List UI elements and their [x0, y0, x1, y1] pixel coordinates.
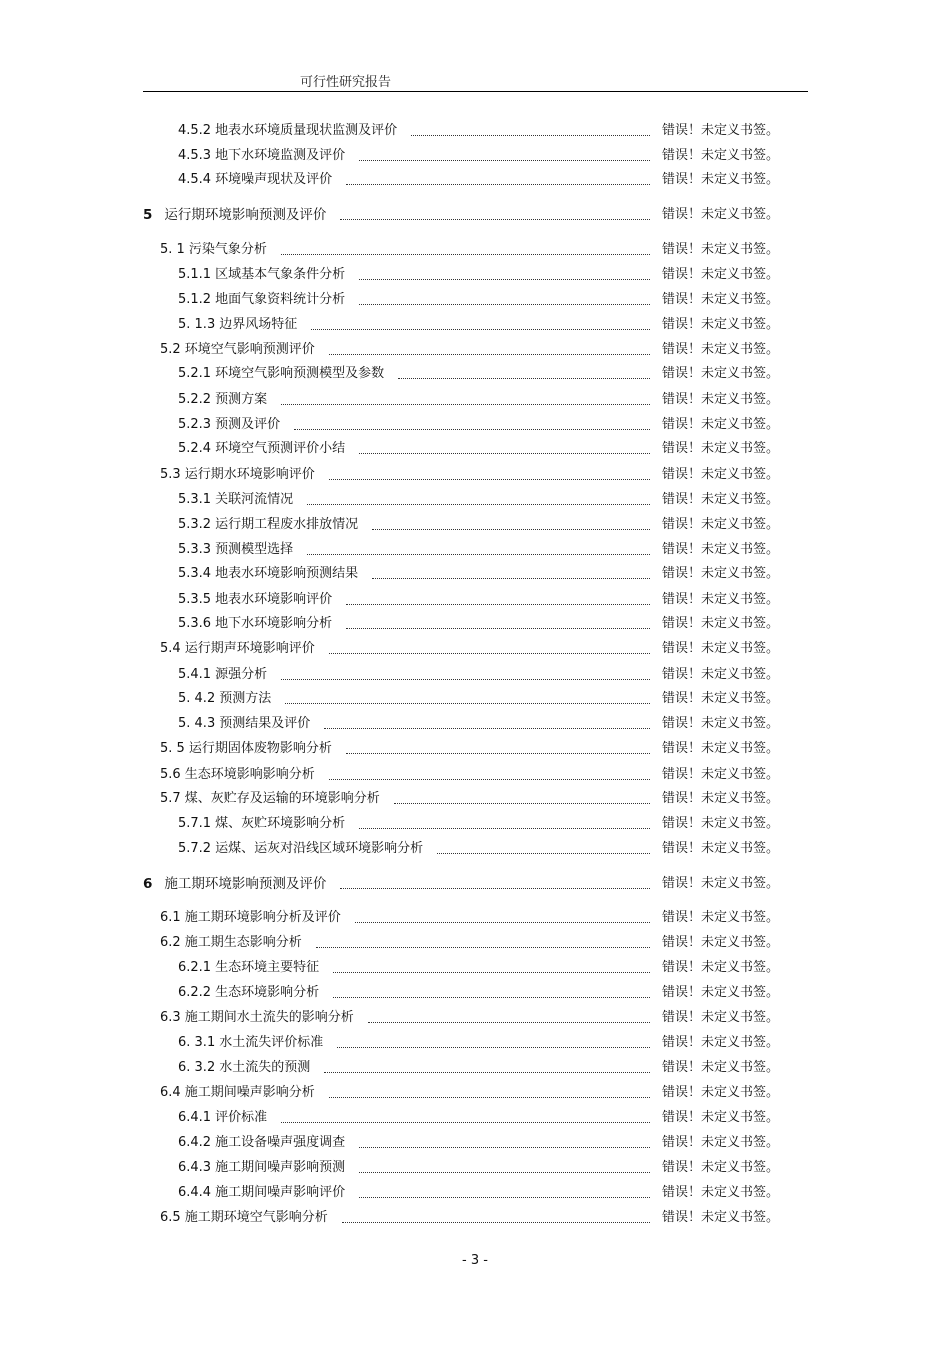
toc-entry-title: 评价标准 — [215, 1110, 268, 1125]
toc-entry[interactable] — [178, 390, 267, 410]
toc-entry-number: 5.3.1 — [178, 492, 212, 507]
toc-entry-title: 预测方法 — [219, 691, 272, 706]
toc-entry-title: 运行期固体废物影响分析 — [188, 741, 332, 756]
toc-entry[interactable] — [178, 1033, 323, 1053]
toc-entry-number: 5.2.2 — [178, 392, 212, 407]
toc-page-reference: 错误！未定义书签。 — [662, 1110, 780, 1125]
toc-entry-title: 源强分析 — [215, 667, 268, 682]
toc-page-reference: 错误！未定义书签。 — [662, 691, 780, 706]
toc-entry-title: 预测及评价 — [215, 417, 281, 432]
toc-entry-title: 生态环境影响分析 — [215, 985, 320, 1000]
toc-page-reference: 错误！未定义书签。 — [662, 172, 780, 187]
toc-page-reference: 错误！未定义书签。 — [662, 592, 780, 607]
toc-entry-title: 运煤、运灰对沿线区域环境影响分析 — [215, 841, 424, 856]
toc-page-reference: 错误！未定义书签。 — [662, 1085, 780, 1100]
toc-page-reference: 错误！未定义书签。 — [662, 791, 780, 806]
toc-entry-title: 水土流失的预测 — [219, 1060, 311, 1075]
toc-entry-number: 6.4.3 — [178, 1160, 212, 1175]
toc-dot-leader — [355, 908, 650, 928]
toc-entry-number: 6. 3.1 — [178, 1035, 216, 1050]
toc-page-reference: 错误！未定义书签。 — [662, 492, 780, 507]
toc-dot-leader — [285, 689, 650, 709]
toc-entry-title: 运行期声环境影响评价 — [184, 641, 315, 656]
toc-page-reference: 错误！未定义书签。 — [662, 616, 780, 631]
toc-page-reference: 错误！未定义书签。 — [662, 935, 780, 950]
toc-entry-number: 6.5 — [160, 1210, 181, 1225]
toc-entry-title: 环境空气影响预测评价 — [184, 342, 315, 357]
toc-page-reference: 错误！未定义书签。 — [662, 207, 780, 222]
toc-page-reference: 错误！未定义书签。 — [662, 292, 780, 307]
toc-entry-title: 地表水环境影响预测结果 — [215, 566, 359, 581]
toc-entry-number: 6.2.2 — [178, 985, 212, 1000]
toc-entry[interactable] — [143, 874, 326, 894]
toc-entry[interactable] — [178, 540, 293, 560]
toc-entry-title: 运行期环境影响预测及评价 — [164, 207, 327, 223]
toc-entry-number: 5. 1 — [160, 242, 185, 257]
toc-dot-leader — [411, 121, 650, 141]
toc-entry-number: 5.3.4 — [178, 566, 212, 581]
toc-entry-number: 5 — [143, 207, 153, 223]
toc-entry[interactable] — [178, 614, 332, 634]
toc-page-reference: 错误！未定义书签。 — [662, 767, 780, 782]
toc-entry-number: 6.4.4 — [178, 1185, 212, 1200]
toc-dot-leader — [307, 490, 650, 510]
toc-page-reference: 错误！未定义书签。 — [662, 841, 780, 856]
toc-dot-leader — [359, 265, 650, 285]
toc-entry-number: 5.3 — [160, 467, 181, 482]
toc-entry-title: 运行期水环境影响评价 — [184, 467, 315, 482]
toc-page-reference: 错误！未定义书签。 — [662, 985, 780, 1000]
toc-entry-number: 5.3.5 — [178, 592, 212, 607]
toc-entry-number: 4.5.3 — [178, 148, 212, 163]
toc-entry[interactable] — [178, 515, 358, 535]
toc-entry-title: 预测方案 — [215, 392, 268, 407]
toc-entry[interactable] — [160, 1208, 328, 1228]
toc-page-reference: 错误！未定义书签。 — [662, 441, 780, 456]
toc-entry[interactable] — [178, 689, 271, 709]
toc-entry[interactable] — [160, 240, 267, 260]
toc-entry-number: 5.2 — [160, 342, 181, 357]
toc-dot-leader — [340, 874, 650, 894]
toc-entry-number: 5.7.1 — [178, 816, 212, 831]
toc-dot-leader — [333, 983, 650, 1003]
toc-entry-number: 6 — [143, 876, 153, 892]
toc-dot-leader — [311, 315, 650, 335]
toc-entry[interactable] — [178, 1058, 310, 1078]
toc-entry-title: 生态环境影响影响分析 — [184, 767, 315, 782]
toc-entry-title: 施工期间噪声影响预测 — [215, 1160, 346, 1175]
toc-page-reference: 错误！未定义书签。 — [662, 716, 780, 731]
toc-dot-leader — [281, 390, 650, 410]
toc-entry-number: 5. 4.2 — [178, 691, 216, 706]
toc-entry-title: 地下水环境监测及评价 — [215, 148, 346, 163]
toc-entry-title: 施工期环境影响预测及评价 — [164, 876, 327, 892]
toc-entry-number: 5.7.2 — [178, 841, 212, 856]
toc-page-reference: 错误！未定义书签。 — [662, 342, 780, 357]
toc-entry-title: 环境空气预测评价小结 — [215, 441, 346, 456]
toc-entry[interactable] — [160, 1008, 354, 1028]
toc-entry[interactable] — [178, 1158, 345, 1178]
toc-dot-leader — [316, 933, 650, 953]
toc-entry[interactable] — [160, 739, 332, 759]
toc-entry[interactable] — [178, 415, 280, 435]
toc-entry[interactable] — [160, 765, 315, 785]
toc-entry[interactable] — [178, 265, 345, 285]
toc-dot-leader — [324, 714, 650, 734]
toc-dot-leader — [394, 789, 650, 809]
toc-dot-leader — [333, 958, 650, 978]
toc-dot-leader — [359, 1183, 650, 1203]
toc-entry-number: 5.1.1 — [178, 267, 212, 282]
toc-dot-leader — [372, 564, 650, 584]
toc-entry[interactable] — [143, 205, 326, 225]
toc-page-reference: 错误！未定义书签。 — [662, 960, 780, 975]
toc-entry-number: 5.4.1 — [178, 667, 212, 682]
toc-dot-leader — [342, 1208, 650, 1228]
toc-dot-leader — [281, 665, 650, 685]
toc-entry-title: 水土流失评价标准 — [219, 1035, 324, 1050]
toc-dot-leader — [359, 290, 650, 310]
toc-page-reference: 错误！未定义书签。 — [662, 1060, 780, 1075]
toc-entry-number: 5.2.1 — [178, 366, 212, 381]
toc-dot-leader — [340, 205, 650, 225]
toc-entry[interactable] — [160, 933, 302, 953]
toc-entry-number: 5.3.6 — [178, 616, 212, 631]
toc-dot-leader — [329, 465, 650, 485]
toc-entry[interactable] — [160, 465, 315, 485]
toc-dot-leader — [368, 1008, 650, 1028]
toc-page-reference: 错误！未定义书签。 — [662, 667, 780, 682]
toc-dot-leader — [346, 739, 650, 759]
toc-entry-title: 施工期环境影响分析及评价 — [184, 910, 341, 925]
toc-entry[interactable] — [178, 1183, 345, 1203]
toc-entry-number: 6.4 — [160, 1085, 181, 1100]
toc-entry-number: 5.2.4 — [178, 441, 212, 456]
toc-dot-leader — [281, 240, 650, 260]
toc-entry[interactable] — [178, 315, 297, 335]
toc-entry[interactable] — [178, 564, 358, 584]
toc-dot-leader — [337, 1033, 650, 1053]
toc-entry-number: 6.1 — [160, 910, 181, 925]
toc-entry-title: 施工期生态影响分析 — [184, 935, 302, 950]
toc-entry-title: 地下水环境影响分析 — [215, 616, 333, 631]
toc-entry-number: 6.3 — [160, 1010, 181, 1025]
toc-page-reference: 错误！未定义书签。 — [662, 123, 780, 138]
toc-dot-leader — [398, 364, 650, 384]
toc-entry-title: 生态环境主要特征 — [215, 960, 320, 975]
toc-entry[interactable] — [178, 290, 345, 310]
toc-page-reference: 错误！未定义书签。 — [662, 641, 780, 656]
toc-page-reference: 错误！未定义书签。 — [662, 366, 780, 381]
page-header-title: 可行性研究报告 — [300, 75, 392, 90]
toc-entry-number: 5.1.2 — [178, 292, 212, 307]
toc-dot-leader — [346, 170, 650, 190]
toc-entry-number: 5. 4.3 — [178, 716, 216, 731]
toc-page-reference: 错误！未定义书签。 — [662, 816, 780, 831]
toc-entry[interactable] — [160, 908, 341, 928]
toc-dot-leader — [346, 590, 650, 610]
toc-entry-title: 环境空气影响预测模型及参数 — [215, 366, 385, 381]
toc-dot-leader — [329, 1083, 650, 1103]
toc-entry-number: 6. 3.2 — [178, 1060, 216, 1075]
toc-dot-leader — [329, 340, 650, 360]
toc-entry-title: 施工期间水土流失的影响分析 — [184, 1010, 354, 1025]
toc-page-reference: 错误！未定义书签。 — [662, 392, 780, 407]
toc-entry[interactable] — [178, 364, 384, 384]
toc-entry-title: 施工设备噪声强度调查 — [215, 1135, 346, 1150]
toc-page-reference: 错误！未定义书签。 — [662, 517, 780, 532]
toc-dot-leader — [346, 614, 650, 634]
toc-entry-title: 污染气象分析 — [188, 242, 267, 257]
toc-entry-title: 煤、灰贮存及运输的环境影响分析 — [184, 791, 380, 806]
toc-entry-title: 地表水环境质量现状监测及评价 — [215, 123, 398, 138]
toc-page-reference: 错误！未定义书签。 — [662, 317, 780, 332]
toc-entry-number: 5.7 — [160, 791, 181, 806]
toc-entry-title: 环境噪声现状及评价 — [215, 172, 333, 187]
toc-entry[interactable] — [160, 1083, 315, 1103]
toc-entry-number: 5.4 — [160, 641, 181, 656]
toc-dot-leader — [307, 540, 650, 560]
toc-dot-leader — [329, 765, 650, 785]
toc-entry[interactable] — [178, 839, 423, 859]
toc-entry-title: 运行期工程废水排放情况 — [215, 517, 359, 532]
toc-entry-title: 施工期间噪声影响评价 — [215, 1185, 346, 1200]
toc-entry-number: 6.2.1 — [178, 960, 212, 975]
toc-page-reference: 错误！未定义书签。 — [662, 1210, 780, 1225]
toc-entry[interactable] — [160, 340, 315, 360]
toc-entry-title: 预测结果及评价 — [219, 716, 311, 731]
toc-entry-title: 地面气象资料统计分析 — [215, 292, 346, 307]
toc-entry-number: 5.6 — [160, 767, 181, 782]
toc-page-reference: 错误！未定义书签。 — [662, 242, 780, 257]
toc-dot-leader — [324, 1058, 650, 1078]
page-number: - 3 - — [462, 1253, 488, 1268]
toc-page-reference: 错误！未定义书签。 — [662, 1135, 780, 1150]
toc-entry-number: 5. 5 — [160, 741, 185, 756]
toc-entry-number: 6.2 — [160, 935, 181, 950]
toc-entry-number: 5. 1.3 — [178, 317, 216, 332]
toc-entry[interactable] — [178, 121, 397, 141]
toc-entry-title: 煤、灰贮环境影响分析 — [215, 816, 346, 831]
toc-entry[interactable] — [178, 958, 319, 978]
toc-entry[interactable] — [178, 714, 310, 734]
toc-page-reference: 错误！未定义书签。 — [662, 741, 780, 756]
toc-page-reference: 错误！未定义书签。 — [662, 910, 780, 925]
toc-entry[interactable] — [178, 1108, 267, 1128]
toc-dot-leader — [372, 515, 650, 535]
toc-dot-leader — [359, 1158, 650, 1178]
toc-entry-title: 边界风场特征 — [219, 317, 298, 332]
header-divider — [143, 91, 808, 92]
toc-entry[interactable] — [178, 983, 319, 1003]
toc-entry-number: 4.5.4 — [178, 172, 212, 187]
toc-dot-leader — [359, 1133, 650, 1153]
toc-page-reference: 错误！未定义书签。 — [662, 417, 780, 432]
toc-entry-title: 区域基本气象条件分析 — [215, 267, 346, 282]
toc-dot-leader — [359, 146, 650, 166]
toc-dot-leader — [281, 1108, 650, 1128]
toc-entry-title: 预测模型选择 — [215, 542, 294, 557]
toc-page-reference: 错误！未定义书签。 — [662, 1160, 780, 1175]
toc-entry[interactable] — [178, 665, 267, 685]
toc-entry[interactable] — [160, 789, 380, 809]
toc-entry-number: 6.4.2 — [178, 1135, 212, 1150]
toc-page-reference: 错误！未定义书签。 — [662, 876, 780, 891]
toc-entry-number: 5.3.3 — [178, 542, 212, 557]
toc-page-reference: 错误！未定义书签。 — [662, 148, 780, 163]
toc-page-reference: 错误！未定义书签。 — [662, 566, 780, 581]
toc-entry-title: 施工期环境空气影响分析 — [184, 1210, 328, 1225]
toc-entry[interactable] — [178, 1133, 345, 1153]
toc-entry-title: 地表水环境影响评价 — [215, 592, 333, 607]
toc-page-reference: 错误！未定义书签。 — [662, 542, 780, 557]
toc-dot-leader — [359, 439, 650, 459]
toc-entry[interactable] — [178, 146, 345, 166]
toc-entry[interactable] — [178, 490, 293, 510]
toc-entry[interactable] — [178, 590, 332, 610]
toc-entry-number: 6.4.1 — [178, 1110, 212, 1125]
toc-dot-leader — [329, 639, 650, 659]
toc-entry[interactable] — [178, 170, 332, 190]
toc-page-reference: 错误！未定义书签。 — [662, 1185, 780, 1200]
toc-entry-title: 关联河流情况 — [215, 492, 294, 507]
toc-entry-title: 施工期间噪声影响分析 — [184, 1085, 315, 1100]
toc-entry-number: 4.5.2 — [178, 123, 212, 138]
toc-dot-leader — [359, 814, 650, 834]
toc-page-reference: 错误！未定义书签。 — [662, 267, 780, 282]
toc-dot-leader — [437, 839, 650, 859]
toc-entry[interactable] — [178, 439, 345, 459]
toc-entry[interactable] — [160, 639, 315, 659]
toc-page-reference: 错误！未定义书签。 — [662, 467, 780, 482]
toc-page-reference: 错误！未定义书签。 — [662, 1010, 780, 1025]
toc-page-reference: 错误！未定义书签。 — [662, 1035, 780, 1050]
toc-entry-number: 5.2.3 — [178, 417, 212, 432]
toc-entry-number: 5.3.2 — [178, 517, 212, 532]
toc-entry[interactable] — [178, 814, 345, 834]
toc-dot-leader — [294, 415, 650, 435]
